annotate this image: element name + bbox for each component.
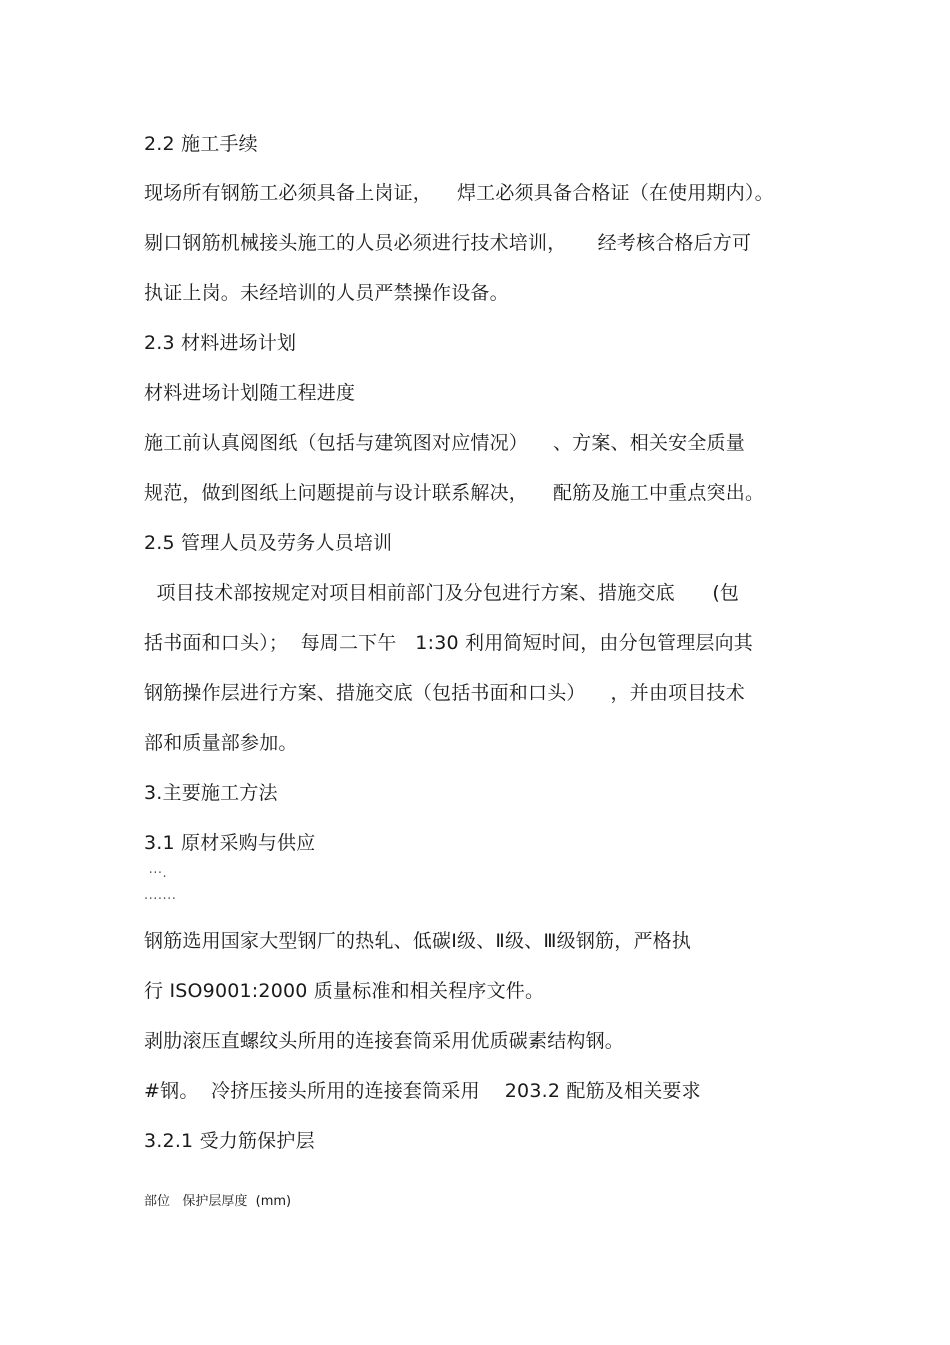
paragraph-line: 钢筋操作层进行方案、措施交底（包括书面和口头） ，并由项目技术 (144, 682, 745, 704)
heading-3: 3.主要施工方法 (144, 782, 278, 804)
paragraph-line: 行 ISO9001:2000 质量标准和相关程序文件。 (144, 980, 545, 1002)
heading-3-2-1: 3.2.1 受力筋保护层 (144, 1130, 315, 1152)
paragraph-line: 剔口钢筋机械接头施工的人员必须进行技术培训， 经考核合格后方可 (144, 232, 752, 254)
paragraph-line: 材料进场计划随工程进度 (144, 382, 356, 404)
dot-leader: ······· (144, 892, 177, 907)
heading-3-1: 3.1 原材采购与供应 (144, 832, 316, 854)
heading-2-5: 2.5 管理人员及劳务人员培训 (144, 532, 393, 554)
heading-2-2: 2.2 施工手续 (144, 133, 258, 155)
paragraph-line: 钢筋选用国家大型钢厂的热轧、低碳Ⅰ级、Ⅱ级、Ⅲ级钢筋，严格执 (144, 930, 692, 952)
paragraph-line: 现场所有钢筋工必须具备上岗证， 焊工必须具备合格证（在使用期内）。 (144, 182, 774, 204)
paragraph-line: 剥肋滚压直螺纹头所用的连接套筒采用优质碳素结构钢。 (144, 1030, 625, 1052)
heading-2-3: 2.3 材料进场计划 (144, 332, 297, 354)
paragraph-line: 规范，做到图纸上问题提前与设计联系解决， 配筋及施工中重点突出。 (144, 482, 765, 504)
paragraph-line: 执证上岗。未经培训的人员严禁操作设备。 (144, 282, 509, 304)
paragraph-line: #钢。 冷挤压接头所用的连接套筒采用 203.2 配筋及相关要求 (144, 1080, 701, 1102)
paragraph-line: 施工前认真阅图纸（包括与建筑图对应情况） 、方案、相关安全质量 (144, 432, 745, 454)
paragraph-line: 部和质量部参加。 (144, 732, 298, 754)
paragraph-line: 括书面和口头）； 每周二下午 1:30 利用简短时间，由分包管理层向其 (144, 632, 754, 654)
table-header: 部位 保护层厚度 (mm) (144, 1194, 292, 1209)
paragraph-line: 项目技术部按规定对项目相前部门及分包进行方案、措施交底 (包 (144, 582, 740, 604)
dot-leader: ···. (144, 866, 168, 881)
